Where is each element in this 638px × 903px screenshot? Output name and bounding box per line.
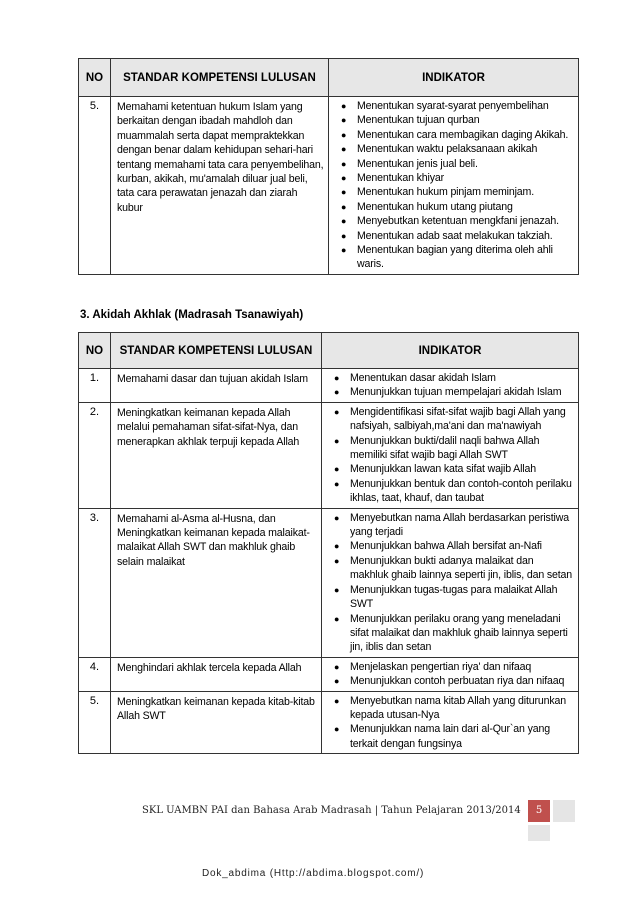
indicator-item <box>333 128 574 142</box>
indicator-list <box>326 371 574 400</box>
header-no: NO <box>79 333 111 369</box>
indicator-text: Menentukan khiyar <box>357 172 444 185</box>
bullet-icon: ● <box>334 613 340 624</box>
indicator-text: Menunjukkan perilaku orang yang meneladani sifat malaikat dan makhluk ghaib lainnya seperti jin, iblis dan setan <box>350 612 568 654</box>
indicator-item <box>326 694 574 723</box>
indicator-text: Menentukan syarat-syarat penyembelihan <box>357 100 549 112</box>
indicator-text: Menentukan hukum pinjam meminjam. <box>357 186 534 199</box>
indicator-cell <box>322 402 579 508</box>
bullet-icon: ● <box>334 555 340 566</box>
indicator-item <box>333 113 574 127</box>
competency-standard: Meningkatkan keimanan kepada Allah melalui pemahaman sifat-sifat-Nya, dan menerapkan akhlak terpuji kepada Allah <box>111 402 322 508</box>
indicator-text: Menentukan tujuan qurban <box>357 114 480 127</box>
bullet-icon: ● <box>341 230 347 241</box>
bullet-icon: ● <box>341 187 347 198</box>
table-row <box>79 402 579 508</box>
indicator-item <box>326 405 574 434</box>
indicator-text: Menunjukkan lawan kata sifat wajib Allah <box>350 463 536 476</box>
competency-standard: Memahami al-Asma al-Husna, dan Meningkatkan keimanan kepada malaikat-malaikat Allah SWT dan makhluk ghaib selain malaikat <box>111 508 322 657</box>
row-number: 5. <box>79 691 111 754</box>
indicator-text: Menunjukkan bukti/dalil naqli bahwa Allah memiliki sifat wajib bagi Allah SWT <box>350 434 540 462</box>
indicator-item <box>326 722 574 751</box>
indicator-cell <box>329 97 579 275</box>
indicator-item <box>326 660 574 674</box>
bullet-icon: ● <box>341 144 347 155</box>
indicator-item <box>326 477 574 506</box>
indicator-item <box>333 243 574 272</box>
indicator-item <box>326 462 574 476</box>
indicator-table-1 <box>78 58 579 275</box>
indicator-item <box>326 674 574 688</box>
indicator-text: Menunjukkan bukti adanya malaikat dan makhluk ghaib lainnya seperti jin, iblis, dan setan <box>350 554 573 582</box>
footer-text: SKL UAMBN PAI dan Bahasa Arab Madrasah | Tahun Pelajaran 2013/2014 <box>142 805 521 816</box>
indicator-list <box>326 405 574 506</box>
indicator-item <box>326 511 574 540</box>
bullet-icon: ● <box>334 661 340 672</box>
bullet-icon: ● <box>341 201 347 212</box>
indicator-item <box>333 229 574 243</box>
table-row <box>79 97 579 275</box>
indicator-text: Menunjukkan tujuan mempelajari akidah Islam <box>350 386 562 399</box>
header-no: NO <box>79 59 111 97</box>
competency-standard: Memahami ketentuan hukum Islam yang berkaitan dengan ibadah mahdloh dan muammalah serta dapat mempraktekkan dengan benar dalam kehidupan sehari-hari tentang memahami tata cara penyembelihan, kurban, akikah, mu'amalah diluar jual beli, tata cara perawatan jenazah dan ziarah kubur <box>111 97 329 275</box>
footer-url: Dok_abdima (Http://abdima.blogspot.com/) <box>202 868 425 879</box>
section-title: 3. Akidah Akhlak (Madrasah Tsanawiyah) <box>80 309 304 321</box>
bullet-icon: ● <box>334 435 340 446</box>
row-number: 3. <box>79 508 111 657</box>
row-number: 4. <box>79 657 111 691</box>
indicator-item <box>333 214 574 228</box>
indicator-text: Menyebutkan nama Allah berdasarkan peristiwa yang terjadi <box>350 511 569 539</box>
indicator-item <box>326 554 574 583</box>
bullet-icon: ● <box>334 373 340 383</box>
indicator-item <box>326 583 574 612</box>
row-number: 1. <box>79 369 111 403</box>
indicator-cell <box>322 657 579 691</box>
indicator-item <box>326 539 574 553</box>
bullet-icon: ● <box>341 115 347 126</box>
bullet-icon: ● <box>341 173 347 184</box>
indicator-list <box>326 694 574 752</box>
row-number: 5. <box>79 97 111 275</box>
bullet-icon: ● <box>334 676 340 687</box>
indicator-text: Menyebutkan nama kitab Allah yang diturunkan kepada utusan-Nya <box>350 694 567 721</box>
indicator-cell <box>322 508 579 657</box>
table-row <box>79 369 579 403</box>
indicator-text: Menunjukkan tugas-tugas para malaikat Allah SWT <box>350 583 558 611</box>
indicator-text: Menunjukkan bahwa Allah bersifat an-Nafi <box>350 540 542 553</box>
bullet-icon: ● <box>334 584 340 595</box>
bullet-icon: ● <box>334 478 340 489</box>
indicator-item <box>326 612 574 655</box>
indicator-text: Menentukan waktu pelaksanaan akikah <box>357 143 538 156</box>
table-row <box>79 691 579 754</box>
indicator-text: Menentukan cara membagikan daging Akikah. <box>357 128 569 141</box>
indicator-text: Menentukan bagian yang diterima oleh ahli waris. <box>357 244 553 271</box>
indicator-text: Menyebutkan ketentuan mengkfani jenazah. <box>357 215 559 228</box>
indicator-item <box>333 185 574 199</box>
table-row <box>79 657 579 691</box>
bullet-icon: ● <box>341 245 347 256</box>
indicator-text: Menentukan jenis jual beli. <box>357 157 478 170</box>
indicator-list <box>326 511 574 655</box>
bullet-icon: ● <box>334 541 340 552</box>
indicator-text: Menentukan hukum utang piutang <box>357 200 513 213</box>
bullet-icon: ● <box>341 158 347 169</box>
indicator-item <box>326 434 574 463</box>
header-standard: STANDAR KOMPETENSI LULUSAN <box>111 333 322 369</box>
competency-standard: Meningkatkan keimanan kepada kitab-kitab Allah SWT <box>111 691 322 754</box>
bullet-icon: ● <box>334 724 340 735</box>
indicator-text: Menunjukkan contoh perbuatan riya dan nifaaq <box>350 675 565 688</box>
bullet-icon: ● <box>334 512 340 523</box>
bullet-icon: ● <box>334 406 340 417</box>
bullet-icon: ● <box>334 695 340 706</box>
indicator-list <box>326 660 574 689</box>
row-number: 2. <box>79 402 111 508</box>
bullet-icon: ● <box>334 387 340 398</box>
bullet-icon: ● <box>334 464 340 475</box>
indicator-table-2 <box>78 332 579 754</box>
competency-standard: Memahami dasar dan tujuan akidah Islam <box>111 369 322 403</box>
indicator-cell <box>322 369 579 403</box>
indicator-item <box>326 371 574 385</box>
indicator-text: Menentukan adab saat melakukan takziah. <box>357 229 553 242</box>
indicator-item <box>333 142 574 156</box>
indicator-text: Mengidentifikasi sifat-sifat wajib bagi Allah yang nafsiyah, salbiyah,ma'ani dan ma'nawiyah <box>350 405 566 433</box>
indicator-text: Menunjukkan nama lain dari al-Qur`an yang terkait dengan fungsinya <box>350 723 550 750</box>
table-row <box>79 508 579 657</box>
indicator-list <box>333 99 574 272</box>
page-number: 5 <box>528 800 550 822</box>
competency-standard: Menghindari akhlak tercela kepada Allah <box>111 657 322 691</box>
decor-tile <box>528 825 550 841</box>
indicator-item <box>333 200 574 214</box>
indicator-item <box>326 385 574 399</box>
header-indicator: INDIKATOR <box>329 59 579 97</box>
indicator-item <box>333 157 574 171</box>
header-standard: STANDAR KOMPETENSI LULUSAN <box>111 59 329 97</box>
bullet-icon: ● <box>341 101 347 111</box>
indicator-item <box>333 99 574 113</box>
indicator-text: Menentukan dasar akidah Islam <box>350 372 496 384</box>
indicator-item <box>333 171 574 185</box>
indicator-text: Menjelaskan pengertian riya' dan nifaaq <box>350 660 532 673</box>
indicator-cell <box>322 691 579 754</box>
decor-tile <box>553 800 575 822</box>
bullet-icon: ● <box>341 129 347 140</box>
indicator-text: Menunjukkan bentuk dan contoh-contoh perilaku ikhlas, taat, khauf, dan taubat <box>350 477 572 505</box>
bullet-icon: ● <box>341 216 347 227</box>
header-indicator: INDIKATOR <box>322 333 579 369</box>
